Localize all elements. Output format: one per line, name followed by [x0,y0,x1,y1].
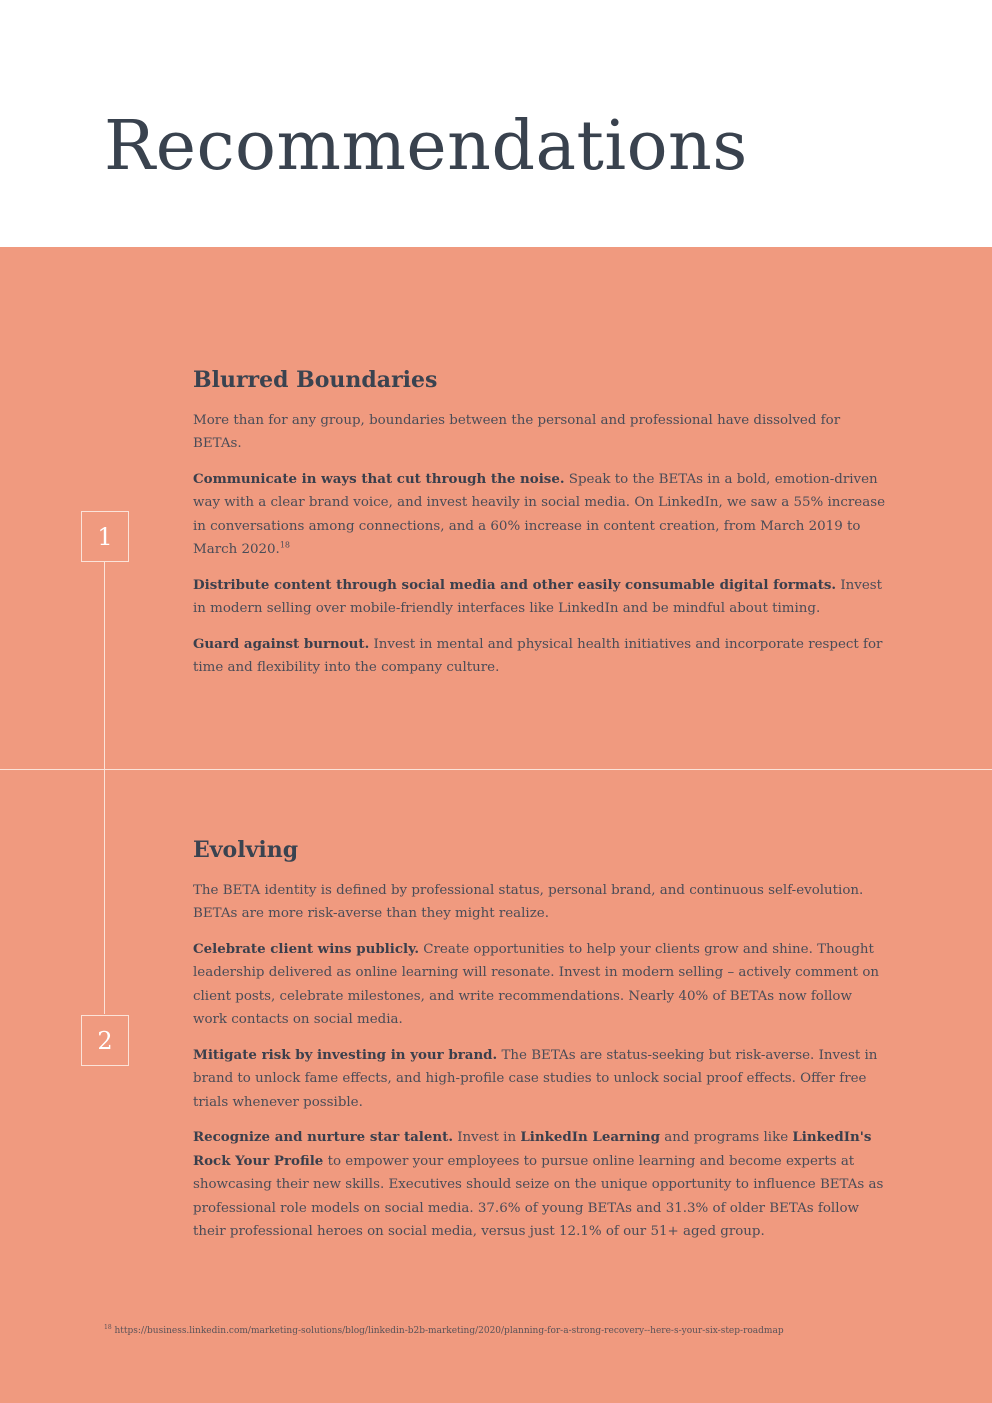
recommendation-text: to empower your employees to pursue online learning and become experts at showcasing their new skills. Executives should seize on the unique opportunity to influence BETAs as professional role models on social media. 37.6% of young BETAs and 31.3% of older BETAs follow their professional heroes on social media, versus just 12.1% of our 51+ aged group. [193,1153,884,1240]
recommendation-text: Create opportunities to help your clients grow and shine. Thought leadership delivered as online learning will resonate. Invest in modern selling – actively comment on client posts, celebrate milestones, and write recommendations. Nearly 40% of BETAs now follow work contacts on social media. [193,941,880,1028]
recommendation-item [193,633,889,680]
footnote-number: 18 [104,1324,112,1331]
recommendation-text: and programs like [660,1130,793,1146]
recommendation-lead: Guard against burnout. [193,635,370,652]
footnote-ref: 18 [279,540,290,550]
linkedin-learning-link[interactable]: LinkedIn Learning [520,1129,660,1146]
recommendation-item [193,1126,889,1244]
footnote-url[interactable]: https://business.linkedin.com/marketing-solutions/blog/linkedin-b2b-marketing/2020/planning-for-a-strong-recovery--here-s-your-six-step-roadmap [114,1326,784,1336]
recommendation-lead: Celebrate client wins publicly. [193,940,420,957]
recommendation-item [193,938,889,1032]
section-heading: Blurred Boundaries [193,367,438,393]
recommendation-lead: Mitigate risk by investing in your brand. [193,1046,498,1063]
page-title: Recommendations [104,107,748,186]
recommendation-item [193,468,889,562]
recommendation-text: Speak to the BETAs in a bold, emotion-driven way with a clear brand voice, and invest heavily in social media. On LinkedIn, we saw a 55% increase in conversations among connections, and a 60% increase in content creation, from March 2019 to March 2020. [193,471,885,558]
footnote [104,1326,964,1336]
recommendation-text: Invest in [453,1130,521,1146]
recommendation-lead: Distribute content through social media and other easily consumable digital formats. [193,576,837,593]
section-number-1: 1 [81,511,129,562]
recommendation-text: The BETAs are status-seeking but risk-averse. Invest in brand to unlock fame effects, and high-profile case studies to unlock social proof effects. Offer free trials whenever possible. [193,1047,878,1110]
recommendation-item [193,1044,889,1115]
timeline-connector [104,561,105,1014]
recommendation-item [193,574,889,621]
section-divider [0,769,992,770]
rock-your-profile-link[interactable]: LinkedIn's Rock Your Profile [193,1129,872,1169]
recommendation-lead: Recognize and nurture star talent. [193,1129,453,1146]
section-number-2: 2 [81,1015,129,1066]
recommendation-text: Invest in modern selling over mobile-friendly interfaces like LinkedIn and be mindful about timing. [193,577,883,617]
section-blurred-boundaries [193,366,889,692]
recommendation-text: Invest in mental and physical health initiatives and incorporate respect for time and flexibility into the company culture. [193,636,883,676]
recommendation-lead: Communicate in ways that cut through the noise. [193,470,565,487]
section-intro: More than for any group, boundaries between the personal and professional have dissolved for BETAs. [193,412,841,452]
section-heading: Evolving [193,837,299,863]
section-evolving [193,836,889,1256]
section-intro: The BETA identity is defined by professional status, personal brand, and continuous self-evolution. BETAs are more risk-averse than they might realize. [193,882,864,922]
